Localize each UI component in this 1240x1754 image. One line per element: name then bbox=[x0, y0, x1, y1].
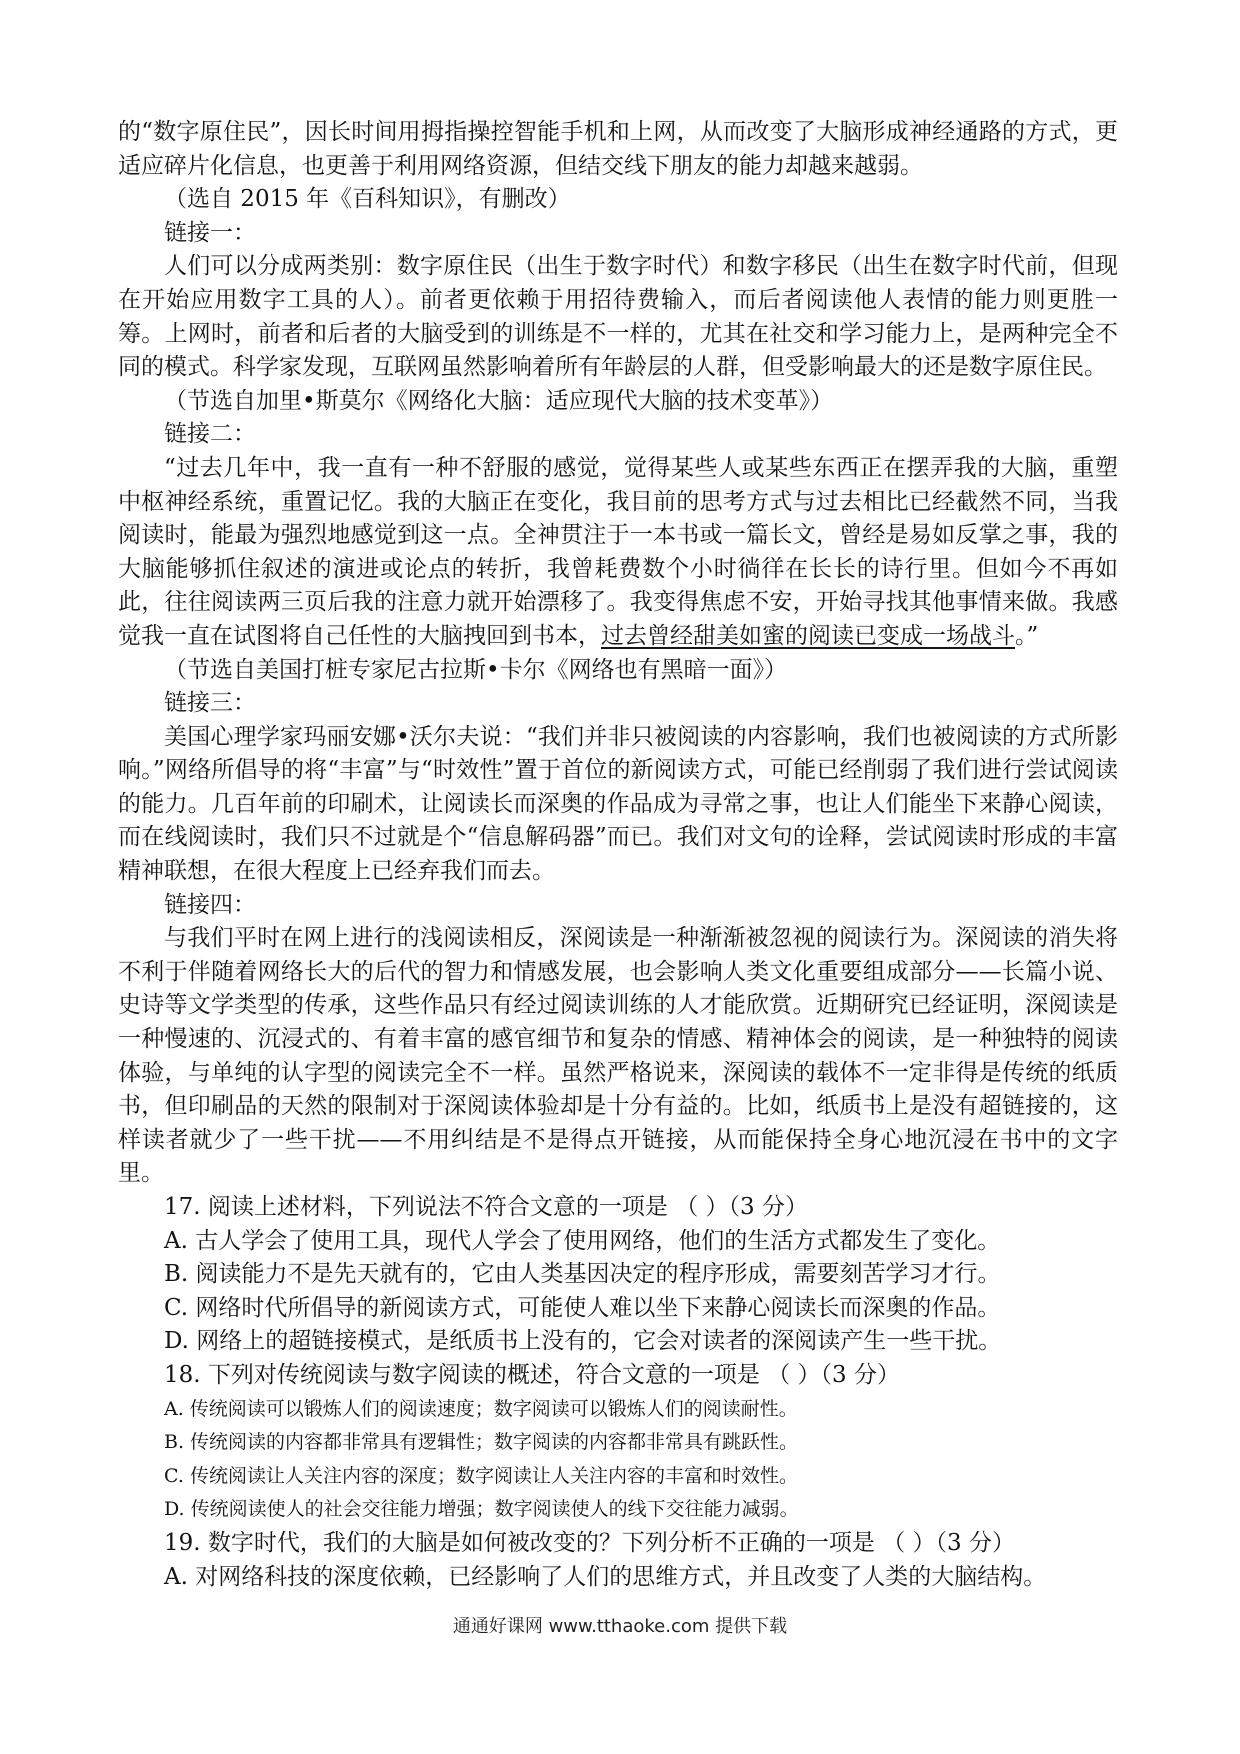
link1-paragraph: 人们可以分成两类别：数字原住民（出生于数字时代）和数字移民（出生在数字时代前，但现在开始应用数字工具的人）。前者更依赖于用招待费输入，而后者阅读他人表情的能力则更胜一筹。上网时，前者和后者的大脑受到的训练是不一样的，尤其在社交和学习能力上，是两种完全不同的模式。科学家发现，互联网虽然影响着所有年龄层的人群，但受影响最大的还是数字原住民。 bbox=[118, 253, 1118, 381]
link2-source: （节选自美国打桩专家尼古拉斯•卡尔《网络也有黑暗一面》） bbox=[164, 656, 788, 683]
link2-paragraph bbox=[118, 452, 1118, 654]
link2-label: 链接二： bbox=[164, 421, 256, 448]
link4-paragraph: 与我们平时在网上进行的浅阅读相反，深阅读是一种渐渐被忽视的阅读行为。深阅读的消失将不利于伴随着网络长大的后代的智力和情感发展，也会影响人类文化重要组成部分——长篇小说、史诗等文学类型的传承，这些作品只有经过阅读训练的人才能欣赏。近期研究已经证明，深阅读是一种慢速的、沉浸式的、有着丰富的感官细节和复杂的情感、精神体会的阅读，是一种独特的阅读体验，与单纯的认字型的阅读完全不一样。虽然严格说来，深阅读的载体不一定非得是传统的纸质书，但印刷品的天然的限制对于深阅读体验却是十分有益的。比如，纸质书上是没有超链接的，这样读者就少了一些干扰——不用纠结是不是得点开链接，从而能保持全身心地沉浸在书中的文字里。 bbox=[118, 925, 1118, 1187]
question-19-stem: 19. 数字时代，我们的大脑是如何被改变的？下列分析不正确的一项是 （ ）（3 分） bbox=[164, 1529, 1015, 1556]
question-18-option-c: C. 传统阅读让人关注内容的深度；数字阅读让人关注内容的丰富和时效性。 bbox=[164, 1464, 798, 1487]
link3-label: 链接三： bbox=[164, 690, 256, 717]
question-17-option-b: B. 阅读能力不是先天就有的，它由人类基因决定的程序形成，需要刻苦学习才行。 bbox=[164, 1261, 1001, 1288]
intro-paragraph: 的“数字原住民”，因长时间用拇指操控智能手机和上网，从而改变了大脑形成神经通路的方式，更适应碎片化信息，也更善于利用网络资源，但结交线下朋友的能力却越来越弱。 bbox=[118, 119, 1118, 179]
link4-label: 链接四： bbox=[164, 891, 256, 918]
question-18-option-a: A. 传统阅读可以锻炼人们的阅读速度；数字阅读可以锻炼人们的阅读耐性。 bbox=[164, 1397, 798, 1420]
question-17-stem: 17. 阅读上述材料，下列说法不符合文意的一项是 （ ）（3 分） bbox=[164, 1194, 808, 1220]
question-17-option-c: C. 网络时代所倡导的新阅读方式，可能使人难以坐下来静心阅读长而深奥的作品。 bbox=[164, 1294, 1001, 1321]
link2-text-after: 。” bbox=[1015, 622, 1039, 649]
link1-label: 链接一： bbox=[164, 219, 256, 246]
intro-source: （选自 2015 年《百科知识》，有删改） bbox=[164, 186, 571, 213]
question-18-option-d: D. 传统阅读使人的社会交往能力增强；数字阅读使人的线下交往能力减弱。 bbox=[164, 1498, 799, 1521]
question-17-option-d: D. 网络上的超链接模式，是纸质书上没有的，它会对读者的深阅读产生一些干扰。 bbox=[164, 1328, 1002, 1355]
question-18-stem: 18. 下列对传统阅读与数字阅读的概述，符合文意的一项是 （ ）（3 分） bbox=[164, 1361, 900, 1388]
link3-paragraph: 美国心理学家玛丽安娜•沃尔夫说：“我们并非只被阅读的内容影响，我们也被阅读的方式所影响。”网络所倡导的将“丰富”与“时效性”置于首位的新阅读方式，可能已经削弱了我们进行尝试阅读的能力。几百年前的印刷术，让阅读长而深奥的作品成为寻常之事，也让人们能坐下来静心阅读，而在线阅读时，我们只不过就是个“信息解码器”而已。我们对文句的诠释，尝试阅读时形成的丰富精神联想，在很大程度上已经弃我们而去。 bbox=[118, 723, 1118, 885]
footer-download-note: 通通好课网 www.tthaoke.com 提供下载 bbox=[452, 1616, 788, 1637]
link2-underlined-sentence: 过去曾经甜美如蜜的阅读已变成一场战斗 bbox=[601, 622, 1015, 649]
question-17-option-a: A. 古人学会了使用工具，现代人学会了使用网络，他们的生活方式都发生了变化。 bbox=[164, 1227, 1001, 1254]
question-18-option-b: B. 传统阅读的内容都非常具有逻辑性；数字阅读的内容都非常具有跳跃性。 bbox=[164, 1431, 799, 1454]
link1-source: （节选自加里•斯莫尔《网络化大脑：适应现代大脑的技术变革》） bbox=[164, 387, 834, 414]
question-19-option-a: A. 对网络科技的深度依赖，已经影响了人们的思维方式，并且改变了人类的大脑结构。 bbox=[164, 1563, 1047, 1590]
link2-text-before: “过去几年中，我一直有一种不舒服的感觉，觉得某些人或某些东西正在摆弄我的大脑，重塑中枢神经系统，重置记忆。我的大脑正在变化，我目前的思考方式与过去相比已经截然不同，当我阅读时，能最为强烈地感觉到这一点。全神贯注于一本书或一篇长文，曾经是易如反掌之事，我的大脑能够抓住叙述的演进或论点的转折，我曾耗费数个小时徜徉在长长的诗行里。但如今不再如此，往往阅读两三页后我的注意力就开始漂移了。我变得焦虑不安，开始寻找其他事情来做。我感觉我一直在试图将自己任性的大脑拽回到书本， bbox=[118, 454, 1118, 649]
document-page bbox=[118, 116, 1118, 1594]
